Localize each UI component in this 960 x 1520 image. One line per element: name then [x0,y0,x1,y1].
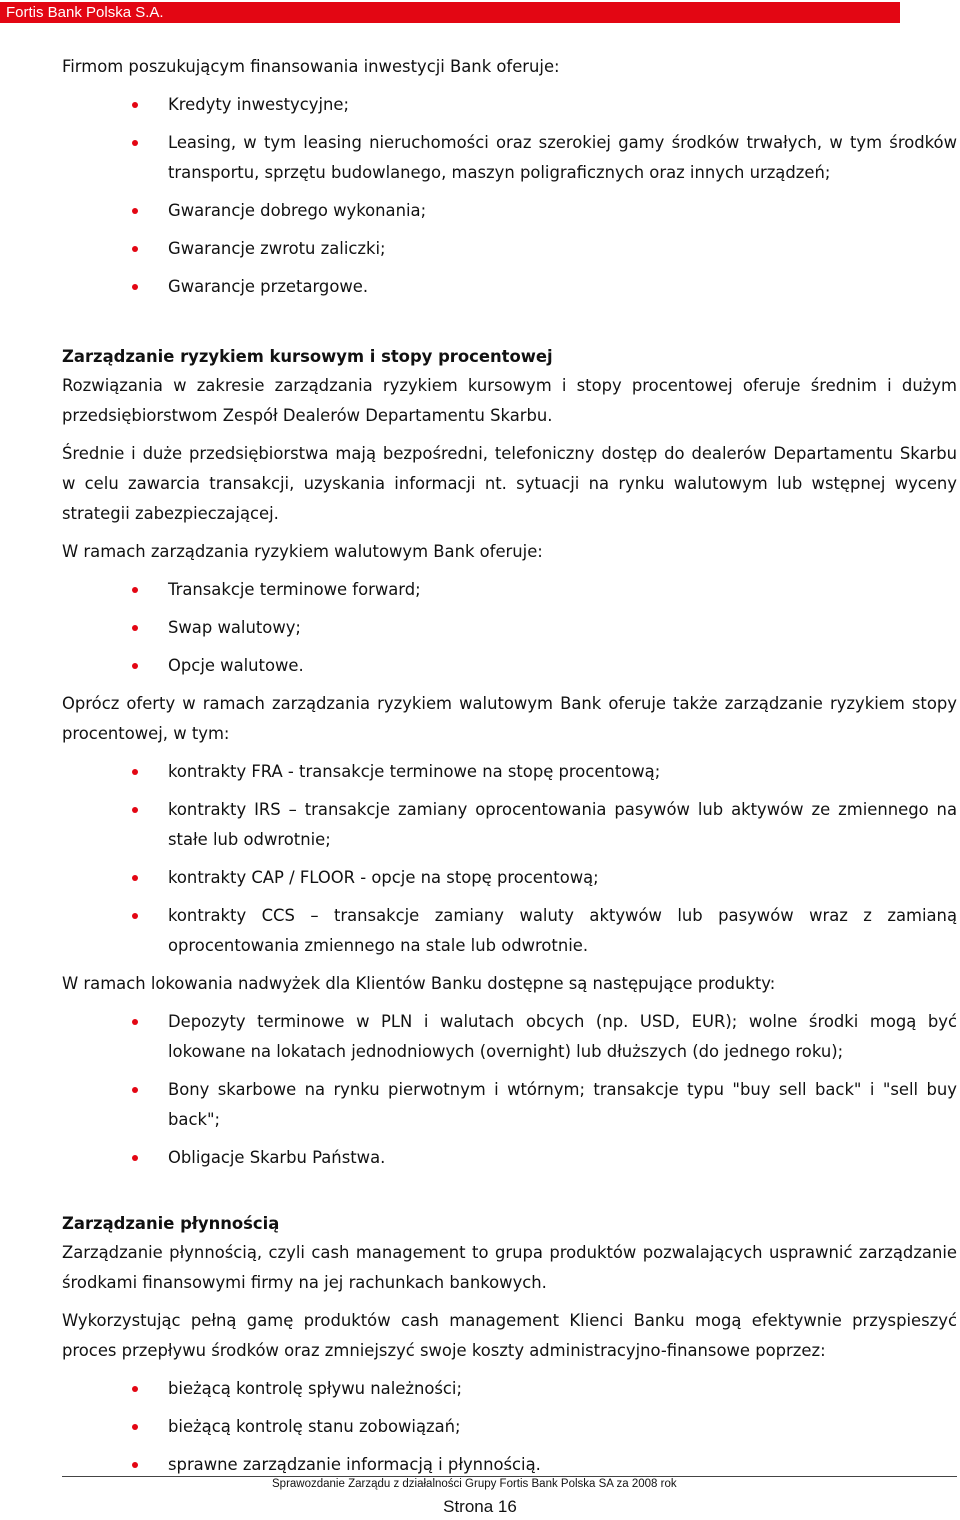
list-item: kontrakty CCS – transakcje zamiany waluty aktywów lub pasywów wraz z zamianą oprocentowania zmiennego na stale lub odwrotnie. [62,901,957,961]
risk-paragraph-4: Oprócz oferty w ramach zarządzania ryzykiem walutowym Bank oferuje także zarządzanie ryzykiem stopy procentowej, w tym: [62,694,957,743]
list-item: Leasing, w tym leasing nieruchomości oraz szerokiej gamy środków trwałych, w tym środków transportu, sprzętu budowlanego, maszyn poligraficznych oraz innych urządzeń; [62,128,957,188]
section-heading-risk: Zarządzanie ryzykiem kursowym i stopy procentowej [62,347,553,366]
list-item: Obligacje Skarbu Państwa. [62,1143,957,1173]
list-item: bieżącą kontrolę stanu zobowiązań; [62,1412,957,1442]
list-item: Gwarancje zwrotu zaliczki; [62,234,957,264]
list-item: bieżącą kontrolę spływu należności; [62,1374,957,1404]
list-item: Transakcje terminowe forward; [62,575,957,605]
risk-paragraph-3: W ramach zarządzania ryzykiem walutowym Bank oferuje: [62,542,543,561]
s1-intro: Firmom poszukującym finansowania inwestycji Bank oferuje: [62,57,560,76]
list-item: Bony skarbowe na rynku pierwotnym i wtórnym; transakcje typu "buy sell back" i "sell buy back"; [62,1075,957,1135]
list-item: Opcje walutowe. [62,651,957,681]
header-title: Fortis Bank Polska S.A. [6,4,164,21]
footer-report-title: Sprawozdanie Zarządu z działalności Grupy Fortis Bank Polska SA za 2008 rok [272,1478,677,1490]
list-item: Kredyty inwestycyjne; [62,90,957,120]
list-item: Gwarancje dobrego wykonania; [62,196,957,226]
spacer [62,310,957,342]
header-band [0,2,900,23]
list-item: Gwarancje przetargowe. [62,272,957,302]
liquidity-paragraph-2: Wykorzystując pełną gamę produktów cash management Klienci Banku mogą efektywnie przyspieszyć proces przepływu środków oraz zmniejszyć swoje koszty administracyjno-finansowe poprzez: [62,1311,957,1360]
interest-rate-list [62,757,957,961]
fx-offer-list [62,575,957,681]
list-item: kontrakty FRA - transakcje terminowe na stopę procentową; [62,757,957,787]
liquidity-paragraph-1: Zarządzanie płynnością, czyli cash management to grupa produktów pozwalających usprawnić zarządzanie środkami finansowymi firmy na jej rachunkach bankowych. [62,1243,957,1292]
risk-paragraph-5: W ramach lokowania nadwyżek dla Klientów Banku dostępne są następujące produkty: [62,974,776,993]
list-item: Depozyty terminowe w PLN i walutach obcych (np. USD, EUR); wolne środki mogą być lokowane na lokatach jednodniowych (overnight) lub dłuższych (do jednego roku); [62,1007,957,1067]
document-body [62,52,957,1488]
risk-paragraph-1: Rozwiązania w zakresie zarządzania ryzykiem kursowym i stopy procentowej oferuje średnim i dużym przedsiębiorstwom Zespół Dealerów Departamentu Skarbu. [62,376,957,425]
cash-management-list [62,1374,957,1480]
page-number: Strona 16 [443,1497,517,1516]
list-item: kontrakty IRS – transakcje zamiany oprocentowania pasywów lub aktywów ze zmiennego na stałe lub odwrotnie; [62,795,957,855]
investment-offer-list [62,90,957,302]
list-item: sprawne zarządzanie informacją i płynnością. [62,1450,957,1480]
footer-divider [62,1476,957,1477]
list-item: Swap walutowy; [62,613,957,643]
section-heading-liquidity: Zarządzanie płynnością [62,1214,280,1233]
spacer [62,1181,957,1209]
deposit-products-list [62,1007,957,1173]
list-item: kontrakty CAP / FLOOR - opcje na stopę procentową; [62,863,957,893]
risk-paragraph-2: Średnie i duże przedsiębiorstwa mają bezpośredni, telefoniczny dostęp do dealerów Departamentu Skarbu w celu zawarcia transakcji, uzyskania informacji nt. sytuacji na rynku walutowym lub wstępnej wyceny strategii zabezpieczającej. [62,444,957,523]
